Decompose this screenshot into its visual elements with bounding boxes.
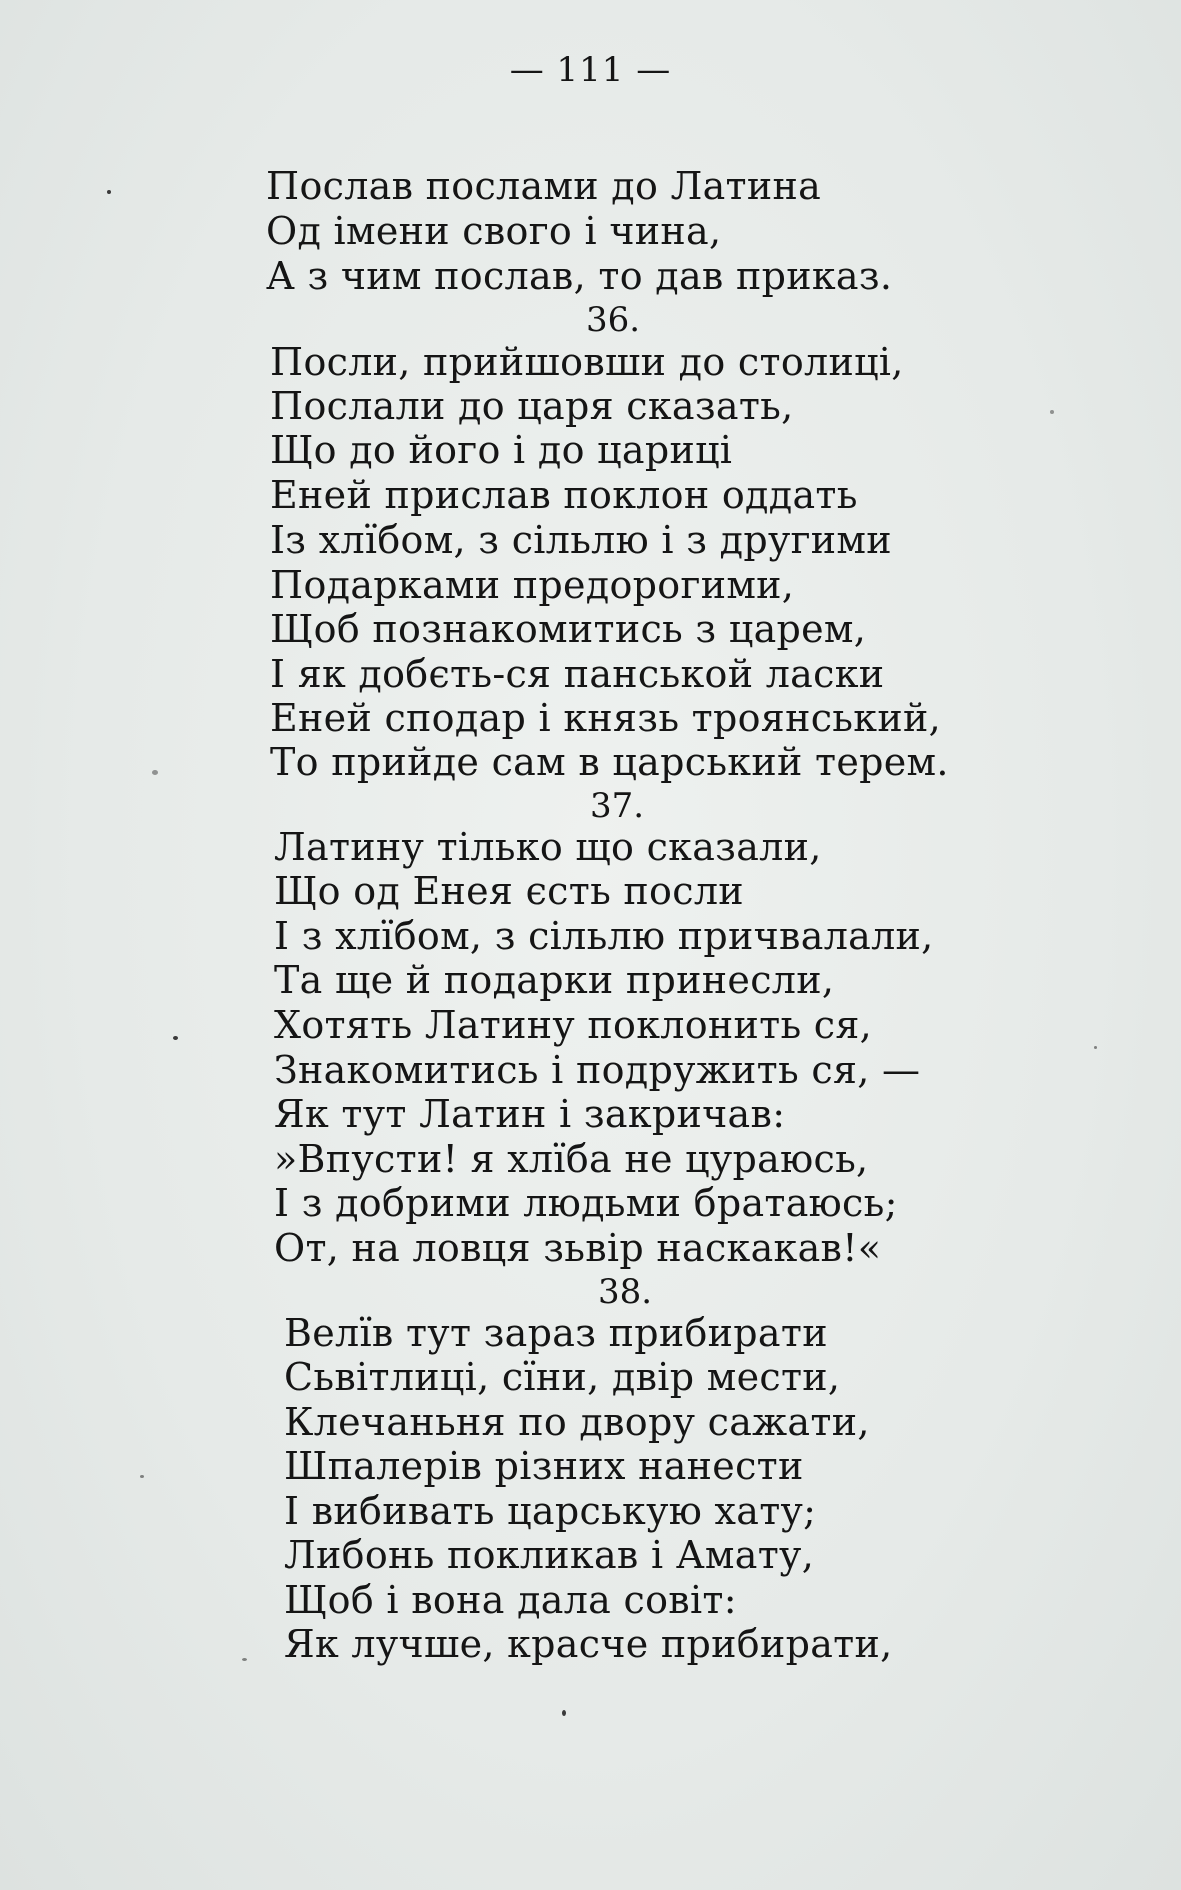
verse-line: І з хлїбом, з сільлю причвалали, — [274, 914, 934, 958]
paper-speck — [562, 1710, 566, 1716]
paper-speck — [242, 1658, 247, 1661]
verse-line: Щоб і вона дала совіт: — [284, 1578, 737, 1622]
verse-line: Велїв тут зараз прибирати — [284, 1311, 828, 1355]
verse-line: Послав послами до Латина — [266, 164, 822, 208]
stanza-number: 38. — [598, 1272, 653, 1312]
verse-line: »Впусти! я хлїба не цураюсь, — [274, 1137, 869, 1181]
verse-line: Еней сподар і князь троянський, — [270, 696, 941, 740]
verse-line: А з чим послав, то дав приказ. — [266, 254, 893, 298]
verse-line: Од імени свого і чина, — [266, 209, 722, 253]
paper-speck — [140, 1475, 144, 1478]
verse-line: Що од Енея єсть посли — [274, 869, 744, 913]
verse-line: Либонь покликав і Амату, — [284, 1533, 815, 1577]
paper-speck — [152, 770, 158, 775]
paper-speck — [173, 1036, 178, 1040]
stanza-number: 36. — [586, 300, 641, 340]
verse-line: Знакомитись і подружить ся, — — [274, 1048, 921, 1092]
verse-line: Клечаньня по двору сажати, — [284, 1400, 870, 1444]
verse-line: Як тут Латин і закричав: — [274, 1092, 786, 1136]
verse-line: Хотять Латину поклонить ся, — [274, 1003, 873, 1047]
verse-line: Щоб познакомитись з царем, — [270, 607, 867, 651]
verse-line: Подарками предорогими, — [270, 563, 795, 607]
paper-speck — [107, 190, 111, 194]
page-number: — 111 — — [509, 50, 672, 90]
verse-line: Сьвітлиці, сїни, двір мести, — [284, 1355, 841, 1399]
verse-line: І вибивать царськую хату; — [284, 1489, 817, 1533]
verse-line: І як добєть-ся панськой ласки — [270, 652, 885, 696]
paper-speck — [1050, 410, 1054, 414]
verse-line: Латину тілько що сказали, — [274, 825, 822, 869]
stanza-number: 37. — [590, 786, 645, 826]
verse-line: Із хлїбом, з сільлю і з другими — [270, 518, 892, 562]
verse-line: Як лучше, красче прибирати, — [284, 1622, 893, 1666]
verse-line: Шпалерів різних нанести — [284, 1444, 804, 1488]
verse-line: І з добрими людьми братаюсь; — [274, 1181, 898, 1225]
verse-line: Що до його і до цариці — [270, 428, 733, 472]
verse-line: Та ще й подарки принесли, — [274, 958, 835, 1002]
verse-line: То прийде сам в царський терем. — [270, 740, 949, 784]
paper-speck — [1094, 1046, 1097, 1049]
verse-line: Еней прислав поклон оддать — [270, 473, 858, 517]
verse-line: От, на ловця зьвір наскакав!« — [274, 1226, 882, 1270]
verse-line: Послали до царя сказать, — [270, 384, 794, 428]
verse-line: Посли, прийшовши до столиці, — [270, 340, 904, 384]
